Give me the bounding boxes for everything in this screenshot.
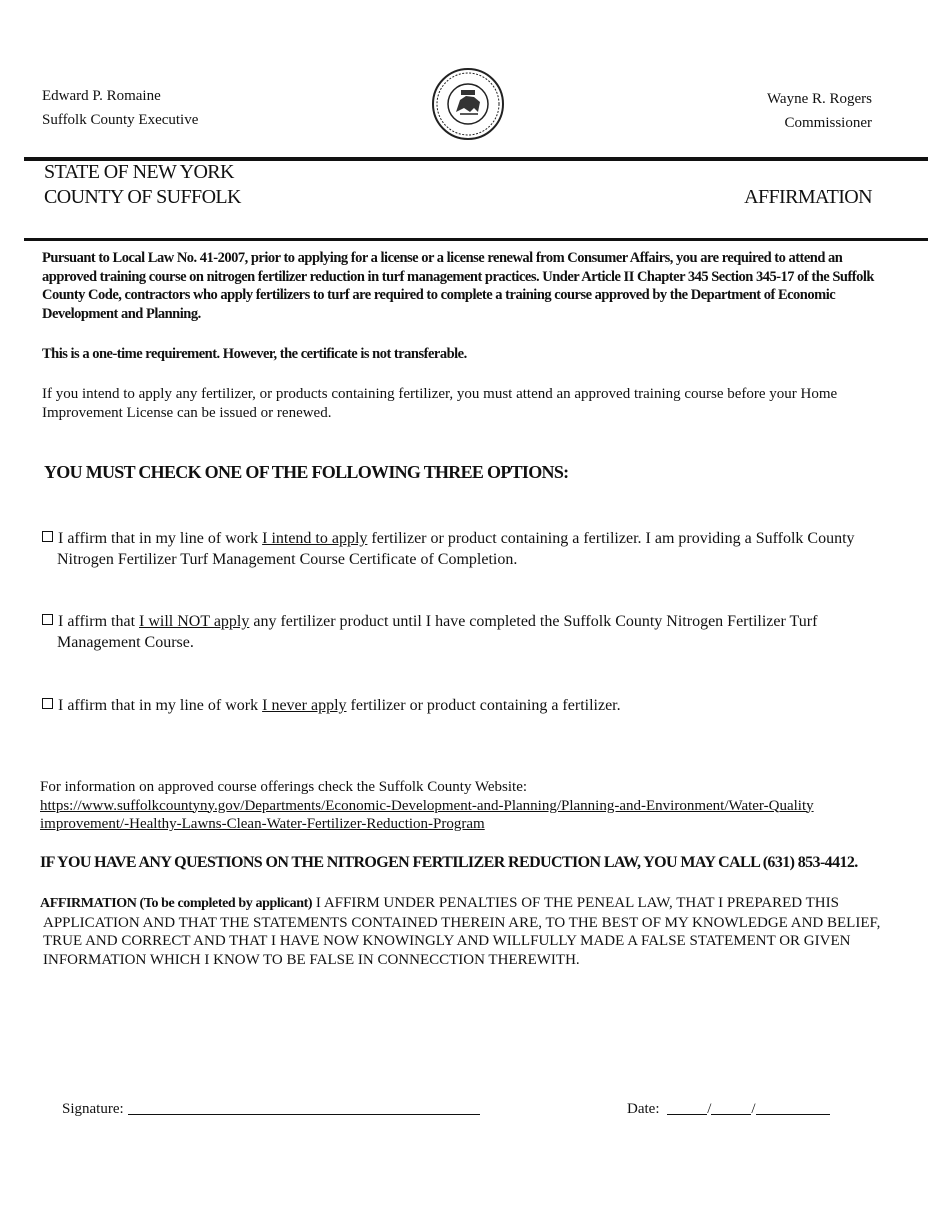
county-website-link[interactable]: https://www.suffolkcountyny.gov/Departments/Economic-Development-and-Planning/Planning-and-Environment/Water-Quality: [40, 797, 814, 814]
bottom-rule: [24, 238, 928, 241]
signature-label: Signature:: [62, 1101, 124, 1117]
option-1-checkbox[interactable]: [42, 531, 53, 542]
county-executive-block: [42, 84, 198, 132]
county-website-link-cont[interactable]: improvement/-Healthy-Lawns-Clean-Water-Fertilizer-Reduction-Program: [40, 816, 485, 832]
document-title: AFFIRMATION: [744, 186, 872, 208]
option-intend-to-apply[interactable]: [42, 528, 887, 570]
license-paragraph: If you intend to apply any fertilizer, or products containing fertilizer, you must attend an approved training course before your Home Improvement License can be issued or renewed.: [42, 386, 838, 421]
law-paragraph: Pursuant to Local Law No. 41-2007, prior to applying for a license or a license renewal from Consumer Affairs, you are required to attend an approved training course on nitrogen fertilizer reduction in turf management practices. Under Article II Chapter 345 Section 345-17 of the Suffolk County Code, contractors who apply fertilizers to turf are required to complete a training course approved by the Department of Economic Development and Planning.: [42, 250, 874, 322]
options-heading: YOU MUST CHECK ONE OF THE FOLLOWING THREE OPTIONS:: [44, 462, 569, 482]
state-line: STATE OF NEW YORK: [44, 161, 234, 183]
option-3-text-after: fertilizer or product containing a fertilizer.: [346, 697, 621, 714]
option-never-apply[interactable]: [42, 695, 887, 716]
date-day-field[interactable]: [711, 1100, 751, 1115]
affirmation-line-3: TRUE AND CORRECT AND THAT I HAVE NOW KNOWINGLY AND WILLFULLY MADE A FALSE STATEMENT OR GIVEN: [43, 933, 851, 949]
date-year-field[interactable]: [756, 1100, 830, 1115]
date-month-field[interactable]: [667, 1100, 707, 1115]
affirmation-line-2: APPLICATION AND THAT THE STATEMENTS CONTAINED THEREIN ARE, TO THE BEST OF MY KNOWLEDGE AND BELIEF,: [43, 914, 881, 931]
affirmation-lead: AFFIRMATION (To be completed by applicant): [40, 896, 313, 911]
venue-block: [44, 160, 241, 210]
option-2-emphasis: I will NOT apply: [139, 613, 250, 630]
date-label: Date:: [627, 1101, 660, 1117]
option-2-text-before: I affirm that: [58, 613, 140, 630]
county-seal-icon: [430, 66, 506, 142]
date-separator-2: /: [751, 1101, 756, 1117]
course-info-text: For information on approved course offerings check the Suffolk County Website:: [40, 779, 528, 795]
option-1-text-before: I affirm that in my line of work: [58, 530, 263, 547]
one-time-paragraph: This is a one-time requirement. However, the certificate is not transferable.: [42, 346, 467, 362]
questions-line: IF YOU HAVE ANY QUESTIONS ON THE NITROGEN FERTILIZER REDUCTION LAW, YOU MAY CALL (631) 853-4412.: [40, 854, 858, 871]
option-1-text-after: fertilizer or product containing a fertilizer. I am providing a Suffolk County Nitrogen Fertilizer Turf Management Course Certificate of Completion.: [57, 530, 855, 568]
signature-block: [62, 1100, 480, 1118]
commissioner-name: Wayne R. Rogers: [766, 91, 872, 107]
option-3-text-before: I affirm that in my line of work: [58, 697, 263, 714]
affirmation-line-4: INFORMATION WHICH I KNOW TO BE FALSE IN CONNECCTION THEREWITH.: [43, 951, 580, 968]
county-executive-name: Edward P. Romaine: [42, 88, 161, 104]
option-will-not-apply[interactable]: [42, 611, 887, 653]
option-2-text-after: any fertilizer product until I have completed the Suffolk County Nitrogen Fertilizer Turf Management Course.: [57, 613, 818, 651]
commissioner-title: Commissioner: [784, 115, 872, 131]
date-block: [627, 1100, 830, 1118]
signature-field[interactable]: [128, 1100, 480, 1115]
date-separator-1: /: [707, 1101, 712, 1117]
option-2-checkbox[interactable]: [42, 614, 53, 625]
county-line: COUNTY OF SUFFOLK: [44, 186, 241, 208]
affirmation-line-1: I AFFIRM UNDER PENALTIES OF THE PENEAL LAW, THAT I PREPARED THIS: [312, 895, 839, 911]
option-3-emphasis: I never apply: [262, 697, 347, 714]
option-1-emphasis: I intend to apply: [262, 530, 368, 547]
affirmation-statement: [40, 894, 920, 969]
county-executive-title: Suffolk County Executive: [42, 112, 199, 128]
course-info: [40, 778, 900, 834]
commissioner-block: [767, 87, 872, 135]
option-3-checkbox[interactable]: [42, 698, 53, 709]
